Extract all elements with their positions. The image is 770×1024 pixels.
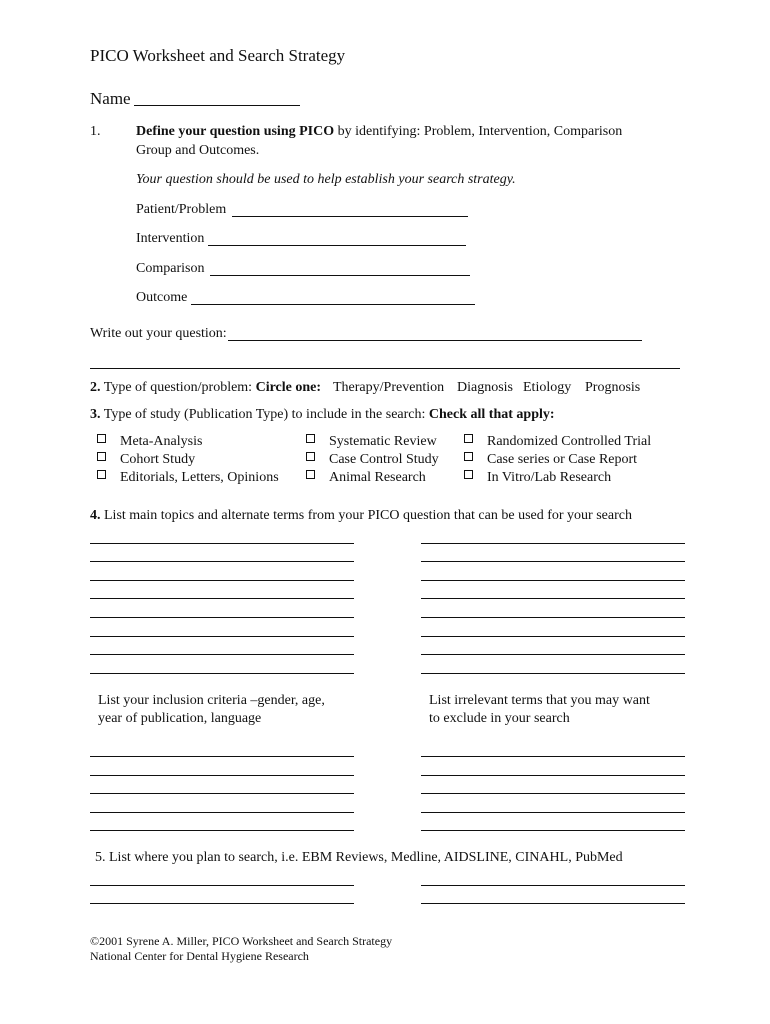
q3-label: Type of study (Publication Type) to include in the search:: [100, 407, 429, 422]
topics-line-right[interactable]: [421, 673, 685, 674]
topics-line-right[interactable]: [421, 654, 685, 655]
q5-text: 5. List where you plan to search, i.e. EBM Reviews, Medline, AIDSLINE, CINAHL, PubMed: [95, 850, 623, 865]
topics-line-left[interactable]: [90, 561, 354, 562]
intervention-field[interactable]: [208, 245, 466, 246]
search-source-line-right[interactable]: [421, 903, 685, 904]
comparison-field[interactable]: [210, 275, 470, 276]
checkbox-label: Systematic Review: [329, 434, 437, 449]
checkbox-cohort-study[interactable]: [97, 452, 195, 468]
topics-line-right[interactable]: [421, 598, 685, 599]
checkbox-icon[interactable]: [97, 434, 106, 443]
inclusion-label-line2: year of publication, language: [98, 711, 262, 726]
exclusion-line[interactable]: [421, 756, 685, 757]
search-source-line-right[interactable]: [421, 885, 685, 886]
exclusion-label-line1: List irrelevant terms that you may want: [429, 693, 650, 708]
checkbox-label: In Vitro/Lab Research: [487, 470, 612, 485]
topics-line-left[interactable]: [90, 673, 354, 674]
q4-text: [90, 508, 632, 524]
checkbox-label: Meta-Analysis: [120, 434, 203, 449]
checkbox-icon[interactable]: [464, 452, 473, 461]
checkbox-case-series[interactable]: [464, 452, 637, 468]
topics-line-right[interactable]: [421, 580, 685, 581]
q2-option-prognosis[interactable]: Prognosis: [585, 380, 641, 395]
topics-line-right[interactable]: [421, 543, 685, 544]
checkbox-icon[interactable]: [306, 452, 315, 461]
q3-number: 3.: [90, 407, 101, 422]
name-field[interactable]: [134, 105, 300, 106]
q1-text: [136, 124, 622, 140]
checkbox-label: Editorials, Letters, Opinions: [120, 470, 279, 485]
q2-number: 2.: [90, 380, 101, 395]
inclusion-line[interactable]: [90, 812, 354, 813]
q4-number: 4.: [90, 508, 101, 523]
exclusion-label-line2: to exclude in your search: [429, 711, 570, 726]
checkbox-label: Cohort Study: [120, 452, 196, 467]
checkbox-rct[interactable]: [464, 434, 651, 450]
topics-line-left[interactable]: [90, 636, 354, 637]
write-question-field[interactable]: [228, 340, 642, 341]
checkbox-icon[interactable]: [306, 470, 315, 479]
checkbox-meta-analysis[interactable]: [97, 434, 202, 450]
checkbox-label: Case Control Study: [329, 452, 439, 467]
topics-line-right[interactable]: [421, 617, 685, 618]
exclusion-line[interactable]: [421, 793, 685, 794]
name-label: Name: [90, 89, 131, 108]
inclusion-line[interactable]: [90, 756, 354, 757]
exclusion-line[interactable]: [421, 830, 685, 831]
topics-line-left[interactable]: [90, 580, 354, 581]
q1-number: 1.: [90, 124, 101, 139]
q2-option-etiology[interactable]: Etiology: [523, 380, 572, 395]
q2-option-therapy[interactable]: Therapy/Prevention: [333, 380, 445, 395]
page-title: PICO Worksheet and Search Strategy: [90, 46, 346, 65]
patient-problem-field[interactable]: [232, 216, 468, 217]
checkbox-icon[interactable]: [97, 470, 106, 479]
topics-line-left[interactable]: [90, 617, 354, 618]
checkbox-animal-research[interactable]: [306, 470, 426, 486]
q2-text: [90, 380, 321, 396]
checkbox-label: Case series or Case Report: [487, 452, 638, 467]
inclusion-line[interactable]: [90, 793, 354, 794]
inclusion-line[interactable]: [90, 830, 354, 831]
q2-label: Type of question/problem:: [100, 380, 256, 395]
outcome-field[interactable]: [191, 304, 475, 305]
topics-line-left[interactable]: [90, 543, 354, 544]
q1-lead-bold: Define your question using PICO: [136, 124, 335, 139]
q1-lead-rest: by identifying: Problem, Intervention, Comparison: [334, 124, 623, 139]
q3-text: [90, 407, 555, 423]
comparison-label: Comparison: [136, 261, 205, 276]
checkbox-case-control[interactable]: [306, 452, 439, 468]
q1-text-line2: Group and Outcomes.: [136, 143, 260, 158]
checkbox-in-vitro[interactable]: [464, 470, 611, 486]
outcome-label: Outcome: [136, 290, 188, 305]
topics-line-right[interactable]: [421, 636, 685, 637]
q1-italic-note: Your question should be used to help establish your search strategy.: [136, 172, 516, 187]
checkbox-systematic-review[interactable]: [306, 434, 437, 450]
intervention-label: Intervention: [136, 231, 205, 246]
write-question-field-2[interactable]: [90, 368, 680, 369]
checkbox-label: Animal Research: [329, 470, 426, 485]
checkbox-icon[interactable]: [97, 452, 106, 461]
footer-organization: National Center for Dental Hygiene Research: [90, 949, 309, 963]
checkbox-icon[interactable]: [464, 470, 473, 479]
exclusion-line[interactable]: [421, 775, 685, 776]
checkbox-label: Randomized Controlled Trial: [487, 434, 652, 449]
search-source-line-left[interactable]: [90, 903, 354, 904]
checkbox-editorials[interactable]: [97, 470, 279, 486]
patient-problem-label: Patient/Problem: [136, 202, 227, 217]
q2-option-diagnosis[interactable]: Diagnosis: [457, 380, 513, 395]
checkbox-icon[interactable]: [464, 434, 473, 443]
checkbox-icon[interactable]: [306, 434, 315, 443]
topics-line-right[interactable]: [421, 561, 685, 562]
topics-line-left[interactable]: [90, 598, 354, 599]
exclusion-line[interactable]: [421, 812, 685, 813]
write-question-label: Write out your question:: [90, 326, 227, 341]
topics-line-left[interactable]: [90, 654, 354, 655]
inclusion-line[interactable]: [90, 775, 354, 776]
q3-instruction: Check all that apply:: [428, 407, 555, 422]
footer-copyright: ©2001 Syrene A. Miller, PICO Worksheet and Search Strategy: [90, 934, 393, 948]
search-source-line-left[interactable]: [90, 885, 354, 886]
inclusion-label-line1: List your inclusion criteria –gender, age,: [98, 693, 325, 708]
q4-label: List main topics and alternate terms from your PICO question that can be used for your search: [100, 508, 632, 523]
q2-instruction: Circle one:: [255, 380, 322, 395]
